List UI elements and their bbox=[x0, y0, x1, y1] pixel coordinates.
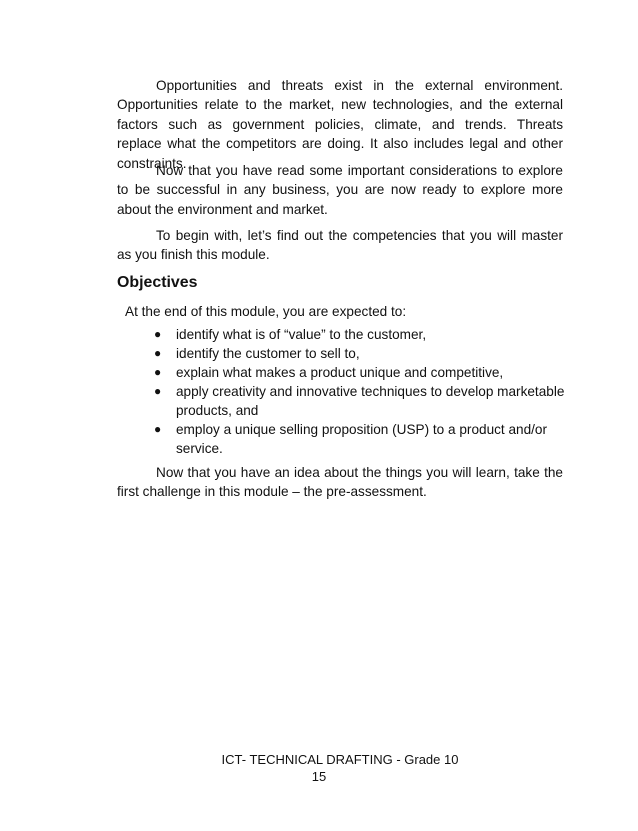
list-item-text: apply creativity and innovative techniques to develop marketable products, and bbox=[176, 384, 565, 418]
paragraph-pre-assessment: Now that you have an idea about the things you will learn, take the first challenge in this module – the pre-assessment. bbox=[117, 465, 563, 500]
bullet-icon: ● bbox=[154, 346, 162, 360]
bullet-icon: ● bbox=[154, 384, 162, 398]
list-item-text: employ a unique selling proposition (USP) to a product and/or service. bbox=[176, 422, 548, 456]
list-item bbox=[150, 382, 570, 420]
page-number: 15 bbox=[311, 769, 327, 784]
footer-title: ICT- TECHNICAL DRAFTING - Grade 10 bbox=[221, 752, 459, 767]
bullet-icon: ● bbox=[154, 365, 162, 379]
objectives-intro: At the end of this module, you are expected to: bbox=[125, 304, 407, 319]
bullet-icon: ● bbox=[154, 327, 162, 341]
page-footer bbox=[0, 751, 638, 785]
list-item bbox=[150, 325, 570, 344]
objectives-heading: Objectives bbox=[117, 274, 198, 291]
paragraph-opportunities-threats: Opportunities and threats exist in the external environment. Opportunities relate to the market, new technologies, and the external factors such as government policies, climate, and trends. Threats replace what the competitors are doing. It also includes legal and other constraints. bbox=[117, 78, 563, 171]
paragraph-competencies: To begin with, let’s find out the competencies that you will master as you finish this module. bbox=[117, 228, 563, 263]
list-item bbox=[150, 344, 570, 363]
list-item-text: explain what makes a product unique and competitive, bbox=[176, 365, 504, 380]
list-item bbox=[150, 420, 570, 458]
objectives-list bbox=[150, 325, 570, 458]
list-item bbox=[150, 363, 570, 382]
paragraph-considerations: Now that you have read some important considerations to explore to be successful in any business, you are now ready to explore more about the environment and market. bbox=[117, 163, 563, 217]
bullet-icon: ● bbox=[154, 422, 162, 436]
list-item-text: identify what is of “value” to the customer, bbox=[176, 327, 427, 342]
list-item-text: identify the customer to sell to, bbox=[176, 346, 360, 361]
